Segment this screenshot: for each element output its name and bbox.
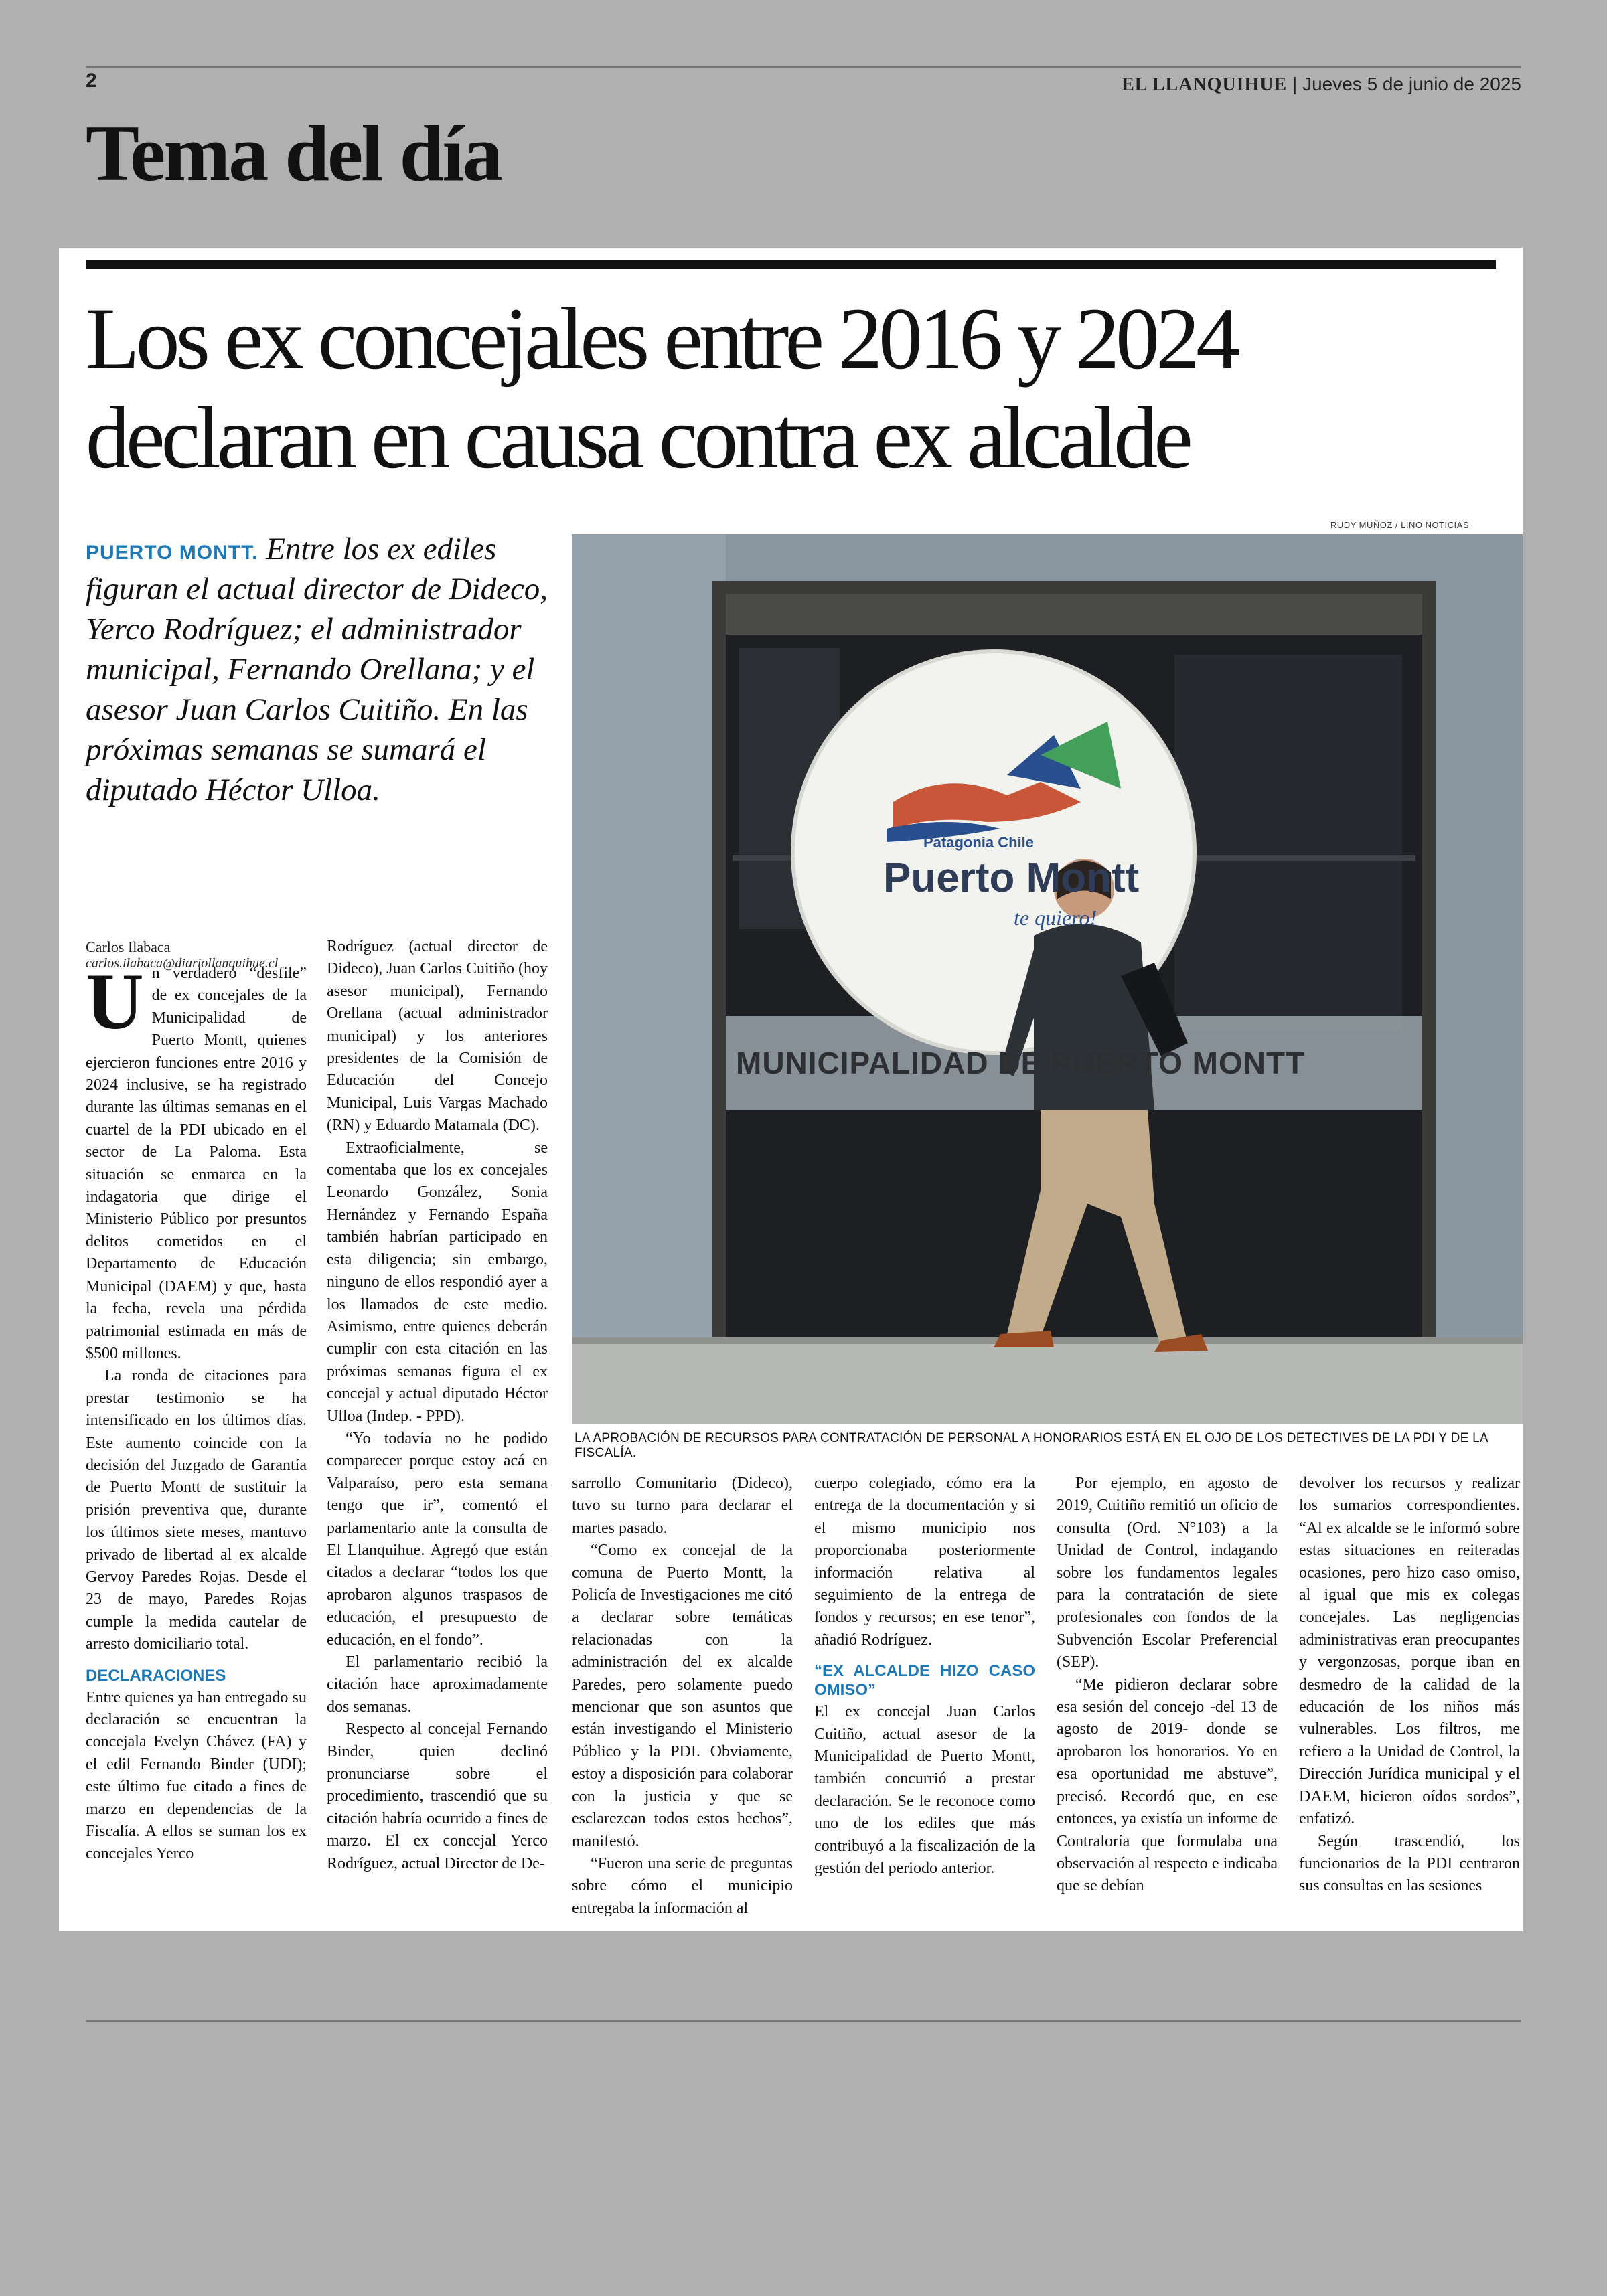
paragraph: Entre quienes ya han entregado su declaración se encuentran la concejala Evelyn Chávez (FA) y el edil Fernando Binder (UDI); este último fue citado a fines de marzo en dependencias de la Fiscalía. A ellos se suman los ex concejales Yerco xyxy=(86,1688,307,1863)
photo-credit: RUDY MUÑOZ / LINO NOTICIAS xyxy=(1330,520,1469,530)
column-3 xyxy=(572,1473,793,1920)
article xyxy=(59,248,1523,1931)
paragraph: Por ejemplo, en agosto de 2019, Cuitiño remitió un oficio de consulta (Ord. N°103) a la Unidad de Control, indagando sobre los fundamentos legales para la contratación de siete profesionales con fondos de la Subvención Escolar Preferencial (SEP). xyxy=(1057,1475,1278,1671)
paragraph: devolver los recursos y realizar los sumarios correspondientes. “Al ex alcalde se le informó sobre estas situaciones en reiteradas ocasiones, pero hizo caso omiso, al igual que mis ex colegas concejales. Las negligencias administrativas eran preocupantes y vergonzosas, porque iban en desmedro de la calidad de la educación de los niños más vulnerables. Los filtros, me refiero a la Unidad de Control, la Dirección Jurídica municipal y el DAEM, hicieron oídos sordos”, enfatizó. xyxy=(1299,1475,1520,1828)
paragraph: El parlamentario recibió la citación hace aproximadamente dos semanas. xyxy=(327,1653,548,1716)
paragraph: “Yo todavía no he podido comparecer porque estoy acá en Valparaíso, pero esta semana tengo que ir”, comentó el parlamentario ante la consulta de El Llanquihue. Agregó que están citados a declarar “todos los que aprobaron algunos traspasos de educación, el presupuesto de educación, en el fondo”. xyxy=(327,1429,548,1649)
paragraph: “Fueron una serie de preguntas sobre cómo el municipio entregaba la información al xyxy=(572,1854,793,1917)
headline xyxy=(86,289,1505,487)
subhead: DECLARACIONES xyxy=(86,1666,226,1685)
page-number: 2 xyxy=(86,70,97,92)
paragraph: El ex concejal Juan Carlos Cuitiño, actual asesor de la Municipalidad de Puerto Montt, también concurrió a prestar declaración. Se le reconoce como uno de los ediles que más contribuyó a la fiscalización de la gestión del periodo anterior. xyxy=(814,1703,1035,1878)
sign-name-text: Puerto Montt xyxy=(883,855,1140,901)
photo-caption: LA APROBACIÓN DE RECURSOS PARA CONTRATACIÓN DE PERSONAL A HONORARIOS ESTÁ EN EL OJO DE LOS DETECTIVES DE LA PDI Y DE LA FISCALÍA. xyxy=(575,1431,1488,1460)
paragraph: sarrollo Comunitario (Dideco), tuvo su turno para declarar el martes pasado. xyxy=(572,1475,793,1537)
top-rule xyxy=(86,66,1521,68)
issue-date: Jueves 5 de junio de 2025 xyxy=(1302,74,1521,94)
column-6 xyxy=(1299,1473,1520,1898)
paragraph: “Como ex concejal de la comuna de Puerto Montt, la Policía de Investigaciones me citó a declarar sobre temáticas relacionadas con la administración del ex alcalde Paredes, pero solamente puedo mencionar que son asuntos que están investigando el Ministerio Público y la PDI. Obviamente, estoy a disposición para colaborar con la justicia y que se esclarezcan todos estos hechos”, manifestó. xyxy=(572,1542,793,1850)
bottom-rule xyxy=(86,2020,1521,2022)
article-photo xyxy=(572,534,1523,1424)
headline-line-1: Los ex concejales entre 2016 y 2024 xyxy=(86,289,1237,388)
newspaper-name: EL LLANQUIHUE xyxy=(1122,74,1288,95)
paragraph: “Me pidieron declarar sobre esa sesión del concejo -del 13 de agosto de 2019- donde se aprobaron los honorarios. Yo en esa oportunidad me abstuve”, precisó. Recordó que, en ese entonces, ya existía un informe de Contraloría que formulaba una observación al respecto e indicaba que se debían xyxy=(1057,1675,1278,1895)
paragraph: cuerpo colegiado, cómo era la entrega de la documentación y si el mismo municipio nos proporcionaba posteriormente información relativa al seguimiento de la entrega de fondos y recursos; en ese tenor”, añadió Rodríguez. xyxy=(814,1475,1035,1649)
headline-rule xyxy=(86,260,1496,269)
headline-line-2: declaran en causa contra ex alcalde xyxy=(86,388,1189,487)
sign-script-text: te quiero! xyxy=(1014,906,1097,930)
sign-top-text: Patagonia Chile xyxy=(923,834,1035,851)
paragraph: Respecto al concejal Fernando Binder, quien declinó pronunciarse sobre el procedimiento, trascendió que su citación habría ocurrido a fines de marzo. El ex concejal Yerco Rodríguez, actual Director de De- xyxy=(327,1720,548,1872)
drop-cap: U xyxy=(86,957,144,1046)
paragraph: Extraoficialmente, se comentaba que los ex concejales Leonardo González, Sonia Hernández y Fernando España también habrían participado en esta diligencia; sin embargo, ninguno de ellos respondió ayer a los llamados de este medio. Asimismo, entre quienes deberán cumplir con esta citación en las próximas semanas figura el ex concejal y actual diputado Héctor Ulloa (Indep. - PPD). xyxy=(327,1139,548,1425)
paragraph: Un verdadero “desfile” de ex concejales de la Municipalidad de Puerto Montt, quienes ejercieron funciones entre 2016 y 2024 inclusive, se ha registrado durante las últimas semanas en el cuartel de la PDI ubicado en el sector de La Paloma. Esta situación se enmarca en la indagatoria que dirige el Ministerio Público por presuntos delitos cometidos en el Departamento de Educación Municipal (DAEM) y que, hasta la fecha, revela una pérdida patrimonial estimada en más de $500 millones. xyxy=(86,957,307,1362)
glass-text: MUNICIPALIDAD DE PUERTO MONTT xyxy=(736,1046,1306,1080)
column-2 xyxy=(327,936,548,1875)
subhead: “EX ALCALDE HIZO CASO OMISO” xyxy=(814,1662,1035,1700)
masthead: EL LLANQUIHUE | Jueves 5 de junio de 2025 xyxy=(1122,74,1521,95)
lede xyxy=(86,529,568,810)
column-4 xyxy=(814,1473,1035,1880)
dateline: PUERTO MONTT. xyxy=(86,542,258,564)
paragraph: La ronda de citaciones para prestar testimonio se ha intensificado en los últimos días. Este aumento coincide con la decisión del Juzgado de Garantía de Puerto Montt de sustituir la prisión preventiva que, durante los últimos siete meses, mantuvo privado de libertad al ex alcalde Gervoy Paredes Rojas. Desde el 23 de mayo, Paredes Rojas cumple la medida cautelar de arresto domiciliario total. xyxy=(86,1367,307,1653)
paragraph: Rodríguez (actual director de Dideco), Juan Carlos Cuitiño (hoy asesor municipal), Fernando Orellana (actual administrador municipal) y los anteriores presidentes de la Comisión de Educación del Concejo Municipal, Luis Vargas Machado (RN) y Eduardo Matamala (DC). xyxy=(327,938,548,1135)
column-5 xyxy=(1057,1473,1278,1898)
section-title: Tema del día xyxy=(86,108,501,197)
column-1 xyxy=(86,957,307,1866)
author-email: carlos.ilabaca@diariollanquihue.cl xyxy=(86,956,279,971)
author-name: Carlos Ilabaca xyxy=(86,938,171,955)
photo-illustration xyxy=(572,534,1523,1424)
paragraph: Según trascendió, los funcionarios de la PDI centraron sus consultas en las sesiones xyxy=(1299,1832,1520,1895)
lede-text: Entre los ex ediles figuran el actual director de Dideco, Yerco Rodríguez; el administrador municipal, Fernando Orellana; y el asesor Juan Carlos Cuitiño. En las próximas semanas se sumará el diputado Héctor Ulloa. xyxy=(86,531,548,807)
